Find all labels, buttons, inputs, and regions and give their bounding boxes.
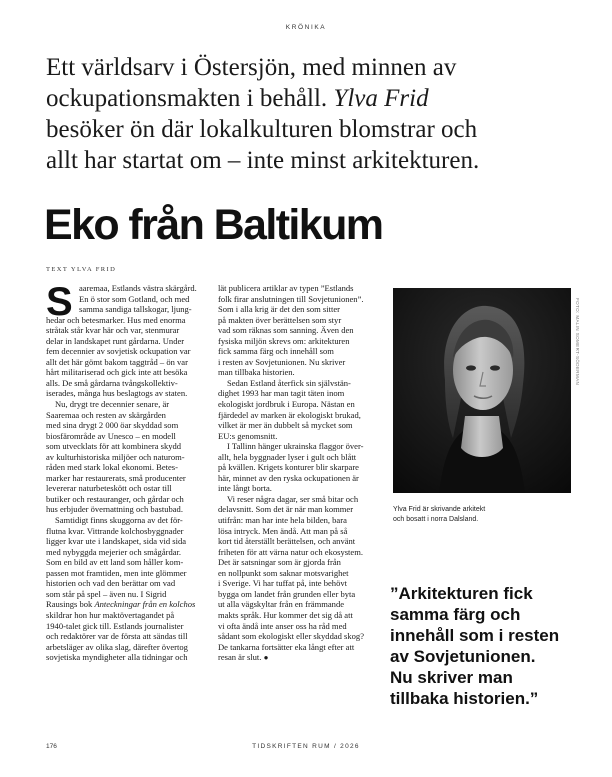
body-line: De tankarna fortsätter eka långt efter att — [218, 641, 355, 652]
page-number: 176 — [46, 743, 57, 750]
body-line: sovjetiska myndigheter alla tidningar och — [46, 652, 188, 663]
body-line: fjärdedel av marken är ekologiskt brukad, — [218, 409, 361, 420]
body-line: fem decennier av sovjetisk ockupation var — [46, 346, 191, 357]
deck-line: besöker ön där lokalkulturen blomstrar och — [46, 116, 478, 143]
body-line: sådant som ekologiskt eller skyddad skog? — [218, 631, 364, 642]
body-line: friheten för att värna natur och ekosystem. — [218, 546, 364, 557]
body-line: hårt militariserad och gick inte att besöka — [46, 367, 188, 378]
body-line: historien och vad den berättar om vad — [46, 578, 176, 589]
body-line: skildrar hon hur maktövertagandet på — [46, 609, 175, 620]
body-line: som utvecklats för att kombinera skydd — [46, 441, 182, 452]
body-column-2 — [218, 283, 390, 663]
body-line: hus erbjuder övernattning och bastubad. — [46, 504, 183, 515]
quote-line: samma färg och — [390, 605, 521, 624]
pull-quote — [390, 583, 590, 709]
body-line: ligger kvar ute i landskapet, sida vid sida — [46, 536, 187, 547]
quote-line: Nu skriver man — [390, 668, 513, 687]
body-line — [218, 652, 390, 663]
body-line: Nu, drygt tre decennier senare, är — [55, 399, 170, 410]
deck-author: Ylva Frid — [333, 85, 429, 112]
deck-line: Ett världsarv i Östersjön, med minnen av — [46, 54, 457, 81]
body-line: stråtak står kvar här och var, stenmurar — [46, 325, 180, 336]
body-line: alls. De små gårdarna tvångskollektiv- — [46, 377, 178, 388]
body-line: iserades, många hus beslagtogs av staten. — [46, 388, 188, 399]
body-line: som står på spel – även nu. I Sigrid — [46, 588, 167, 599]
body-line: delar in landskapet runt gårdarna. Under — [46, 335, 185, 346]
body-column-1 — [46, 280, 206, 663]
deck-intro — [46, 52, 566, 176]
author-portrait — [393, 288, 571, 493]
body-line: ut alla vägskyltar från en främmande — [218, 599, 345, 610]
portrait-illustration — [393, 288, 571, 493]
body-line: butiker och restauranger, och gårdar och — [46, 493, 184, 504]
body-line: En ö stor som Gotland, och med — [79, 293, 190, 304]
caption-line: Ylva Frid är skrivande arkitekt — [393, 506, 486, 513]
byline: TEXT YLVA FRID — [46, 266, 117, 273]
body-line: Samtidigt finns skuggorna av det för- — [55, 515, 183, 526]
end-mark-icon: ● — [263, 653, 269, 663]
body-line: Det är satsningar som är gjorda från — [218, 557, 341, 568]
body-line: 1940-talet gick till. Estlands journalister — [46, 620, 184, 631]
body-line: passen mot framtiden, men inte glömmer — [46, 567, 187, 578]
body-line: fysiska miljön skrevs om: arkitekturen — [218, 335, 350, 346]
body-line: ekologiskt jordbruk i Europa. Nästan en — [218, 399, 355, 410]
body-line: flutna kvar. Vittrande kolchosbyggnader — [46, 525, 184, 536]
photo-caption — [393, 505, 573, 525]
body-line: råden med stark lokal ekonomi. Betes- — [46, 462, 178, 473]
body-text: Rausings bok — [46, 599, 95, 610]
body-line: vilket är mer än dubbelt så mycket som — [218, 420, 353, 431]
body-line: lät publicera artiklar av typen ”Estlands — [218, 283, 354, 293]
body-line: arbetsläger av olika slag, därefter övertog — [46, 641, 188, 652]
body-line: i resten av Sovjetunionen. Nu skriver — [218, 356, 346, 367]
body-line: bygga om landet från grunden eller byta — [218, 588, 356, 599]
body-line: levererar naturbeteskött och ostar till — [46, 483, 172, 494]
section-label: KRÖNIKA — [285, 24, 327, 31]
body-line: hedar och betesmarker. Hus med enorma — [46, 314, 186, 325]
quote-line: innehåll som i resten — [390, 626, 560, 645]
body-line: vad som räknas som sanning. Även den — [218, 325, 354, 336]
body-line: med nybyggda mejerier och smågårdar. — [46, 546, 182, 557]
caption-line: och bosatt i norra Dalsland. — [393, 516, 479, 523]
article-title: Eko från Baltikum — [44, 201, 383, 249]
body-line: här, minnet av den ryska ockupationen är — [218, 472, 359, 483]
body-line: Saaremaa och resten av skärgården — [46, 409, 166, 420]
body-line: folk firar anslutningen till Sovjetunionen”. — [218, 293, 364, 304]
body-line: makts språk. Hur kommer det sig då att — [218, 609, 353, 620]
drop-cap: S — [46, 280, 73, 324]
photo-credit: FOTO: MALIN SOMERT-SÖDERMAN — [575, 298, 580, 386]
body-line: vi ofta ändå inte anser oss ha råd med — [218, 620, 347, 631]
body-line: kort tid återställt berättelsen, och använt — [218, 536, 356, 547]
body-line: på kvällen. Krigets konturer blir skarpare — [218, 462, 359, 473]
body-text: resan är slut. — [218, 652, 264, 663]
body-line: Vi reser några dagar, ser små bitar och — [227, 493, 359, 504]
body-line: inte långt borta. — [218, 483, 272, 494]
body-line: med sina drygt 2 000 öar skyddad som — [46, 420, 179, 431]
body-line: allt det här gömt bakom taggtråd – ön var — [46, 356, 188, 367]
body-line: Sedan Estland återfick sin självstän- — [227, 377, 351, 388]
body-line: lösa intryck. Men ändå. Att man på så — [218, 525, 348, 536]
body-line: och redaktörer var de första att sändas till — [46, 631, 188, 642]
body-line: allt, hela byggnader lyser i gult och blått — [218, 451, 357, 462]
body-line: biosfärområde av Unesco – en modell — [46, 430, 176, 441]
body-line: utifrån: man har inte hela bilden, bara — [218, 515, 347, 526]
quote-line: ”Arkitekturen fick — [390, 584, 533, 603]
quote-line: tillbaka historien.” — [390, 689, 539, 708]
body-line: man tillbaka historien. — [218, 367, 295, 378]
body-line: EU:s genomsnitt. — [218, 430, 278, 441]
deck-line — [46, 83, 566, 114]
body-line — [46, 599, 206, 610]
body-line: av kulturhistoriska miljöer och naturom- — [46, 451, 185, 462]
body-line: i Sverige. Vi har tuffat på, inte behövt — [218, 578, 348, 589]
quote-line: av Sovjetunionen. — [390, 647, 536, 666]
deck-line: allt har startat om – inte minst arkitekturen. — [46, 147, 480, 174]
book-title: Anteckningar från en kolchos — [94, 599, 196, 610]
body-line: Som en bild av ett land som håller kom- — [46, 557, 184, 568]
body-line: I Tallinn hänger ukrainska flaggor över- — [227, 441, 364, 452]
body-line: Som i alla krig är det den som sitter — [218, 304, 341, 315]
body-line: en nollpunkt som saknar motsvarighet — [218, 567, 349, 578]
body-line: aaremaa, Estlands västra skärgård. — [79, 283, 197, 293]
body-line: dighet 1993 har man tagit täten inom — [218, 388, 345, 399]
body-line: samma sandiga tallskogar, ljung- — [79, 304, 192, 315]
body-line: delavsnitt. Som det är när man kommer — [218, 504, 354, 515]
deck-text: ockupationsmakten i behåll. — [46, 85, 334, 112]
magazine-footer: TIDSKRIFTEN RUM / 2026 — [252, 743, 360, 750]
body-line: fick samma färg och innehåll som — [218, 346, 334, 357]
body-line: på makten över berättelsen som styr — [218, 314, 342, 325]
body-line: marker har restaurerats, små producenter — [46, 472, 186, 483]
